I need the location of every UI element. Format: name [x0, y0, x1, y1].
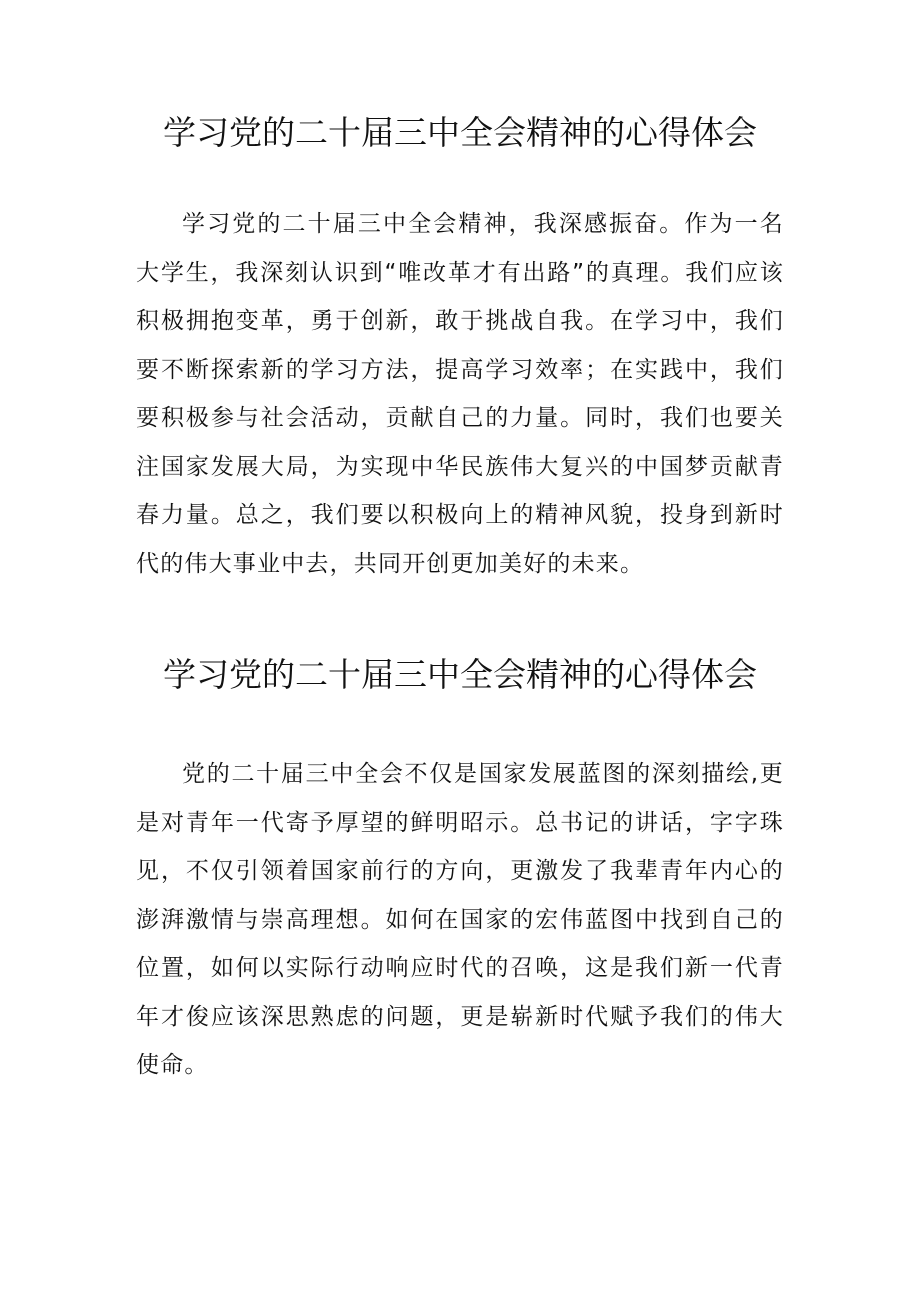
essay-title-2: 学习党的二十届三中全会精神的心得体会: [163, 655, 757, 694]
essay-section-2: [136, 652, 784, 1090]
essay-title-1: 学习党的二十届三中全会精神的心得体会: [163, 113, 757, 152]
essay-body-2: 党的二十届三中全会不仅是国家发展蓝图的深刻描绘,更是对青年一代寄予厚望的鲜明昭示。总书记的讲话，字字珠见，不仅引领着国家前行的方向，更激发了我辈青年内心的澎湃激情与崇高理想。如何在国家的宏伟蓝图中找到自己的位置，如何以实际行动响应时代的召唤，这是我们新一代青年才俊应该深思熟虑的问题，更是崭新时代赋予我们的伟大使命。: [136, 761, 784, 1078]
essay-body-1: 学习党的二十届三中全会精神，我深感振奋。作为一名大学生，我深刻认识到“唯改革才有出路”的真理。我们应该积极拥抱变革，勇于创新，敢于挑战自我。在学习中，我们要不断探索新的学习方法，提高学习效率；在实践中，我们要积极参与社会活动，贡献自己的力量。同时，我们也要关注国家发展大局，为实现中华民族伟大复兴的中国梦贡献青春力量。总之，我们要以积极向上的精神风貌，投身到新时代的伟大事业中去，共同开创更加美好的未来。: [136, 211, 784, 577]
essay-section-1: [136, 110, 784, 588]
